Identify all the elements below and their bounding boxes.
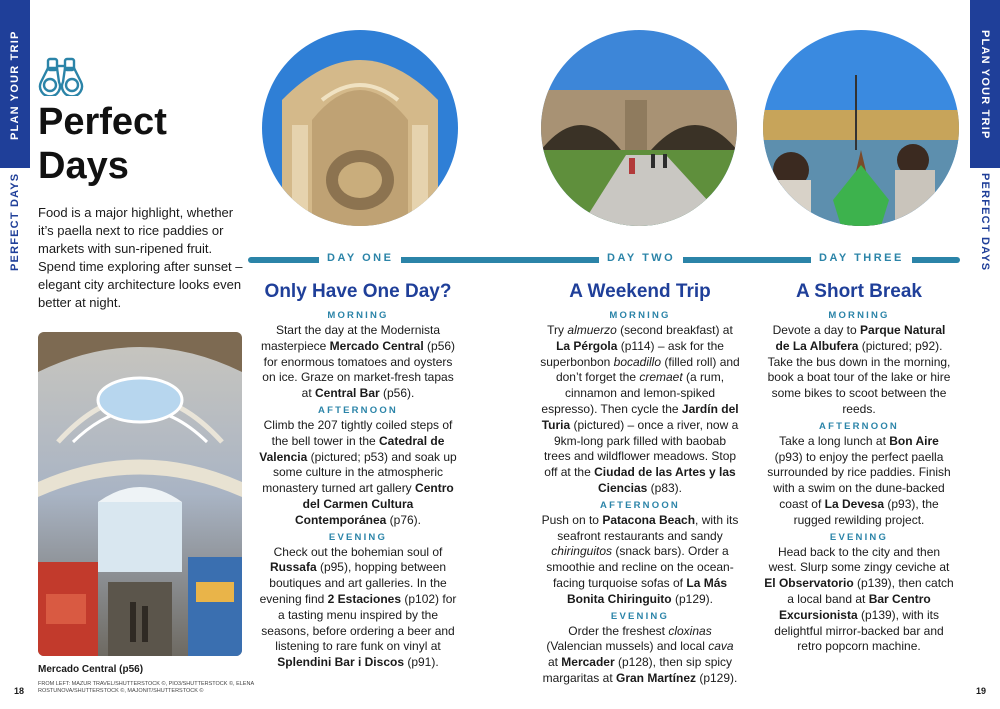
binoculars-icon [38, 56, 84, 96]
day-two-morning-label: MORNING [609, 310, 671, 321]
intro-text: Food is a major highlight, whether it’s paella next to rice paddies or markets with sun-ripened fruit. Spend time exploring after sunset – elegant city architecture looks even better at night. [38, 205, 243, 310]
day-three-evening-text: Head back to the city and then west. Slurp some zingy ceviche at El Observatorio (p139), then catch a local band at Bar Centro Excursionista (p139), with its delightful mirror-backed bar and retro popcorn machine. [764, 544, 954, 654]
day-one-afternoon-label: AFTERNOON [318, 404, 398, 416]
day-two-afternoon-label: AFTERNOON [600, 499, 680, 511]
side-tab-left-section: PLAN YOUR TRIP [9, 30, 21, 140]
side-tab-right-subsection: PERFECT DAYS [979, 172, 991, 272]
day-two-column [540, 282, 740, 687]
day-two-evening-label: EVENING [610, 610, 670, 622]
day-one-label: DAY ONE [319, 252, 401, 264]
day-two-heading: A Weekend Trip [569, 281, 711, 302]
day-two-evening-text: Order the freshest cloxinas (Valencian mussels) and local cava at Mercader (p128), then sip spicy margaritas at Gran Martínez (p129). [542, 623, 738, 685]
day-two-afternoon-text: Push on to Patacona Beach, with its seafront restaurants and sandy chiringuitos (snack bars). Order a smoothie and recline on the ocean-facing turquoise sofas of La Más Bonita Chiringuito (p129). [541, 512, 739, 606]
side-tab-right-section: PLAN YOUR TRIP [979, 30, 991, 140]
side-tab-left [0, 0, 30, 709]
photo-caption: Mercado Central (p56) [38, 664, 144, 675]
side-tab-right [970, 0, 1000, 709]
mercado-central-photo [38, 332, 242, 656]
page-number-left: 18 [14, 686, 25, 696]
day-two-morning-text: Try almuerzo (second breakfast) at La Pérgola (p114) – ask for the superbonbon bocadillo (filled roll) and don’t forget the cremaet (a rum, cinnamon and lemon-spiked espresso). Then cycle the Jardín del Turia (pictured) – once a river, now a 9km-long park filled with baobab trees and wildflower meadows. Stop off at the Ciudad de las Artes y las Ciencias (p83). [540, 323, 740, 495]
day-three-morning-label: MORNING [828, 310, 890, 321]
day-one-morning-text: Start the day at the Modernista masterpiece Mercado Central (p56) for enormous tomatoes and oysters on ice. Graze on market-fresh tapas at Central Bar (p56). [260, 323, 456, 401]
day-three-evening-label: EVENING [829, 531, 889, 543]
day-one-column [256, 282, 460, 671]
day-one-evening-text: Check out the bohemian soul of Russafa (p95), hopping between boutiques and art galleries. In the evening find 2 Estaciones (p102) for a tasting menu inspired by the seasons, before ordering a beer and listening to rare funk on vinyl at Splendini Bar i Discos (p91). [259, 544, 457, 670]
day-three-afternoon-text: Take a long lunch at Bon Aire (p93) to enjoy the perfect paella surrounded by rice paddies. Finish with a swim on the dune-backed coast of La Devesa (p93), the rugged rewilding project. [767, 433, 951, 527]
day-one-heading: Only Have One Day? [264, 281, 452, 302]
page-number-right: 19 [975, 686, 986, 696]
day-three-heading: A Short Break [796, 281, 922, 302]
day-one-morning-label: MORNING [327, 310, 389, 321]
albufera-boat-photo [763, 30, 959, 226]
turia-bridge-photo [541, 30, 737, 226]
day-three-label: DAY THREE [811, 252, 912, 264]
day-two-label: DAY TWO [599, 252, 683, 264]
page-title-line-2: Days [38, 145, 129, 187]
day-three-afternoon-label: AFTERNOON [819, 420, 899, 432]
day-one-evening-label: EVENING [328, 531, 388, 543]
day-three-morning-text: Devote a day to Parque Natural de La Albufera (pictured; p92). Take the bus down in the morning, book a boat tour of the lake or hire some bikes to scoot between the reeds. [767, 323, 951, 416]
cathedral-photo [262, 30, 458, 226]
day-one-afternoon-text: Climb the 207 tightly coiled steps of the bell tower in the Catedral de Valencia (pictured; p53) and soak up some culture in the atmospheric monastery turned art gallery Centro del Carmen Cultura Contemporánea (p76). [259, 417, 457, 527]
side-tab-left-subsection: PERFECT DAYS [9, 172, 21, 272]
page-title-line-1: Perfect [38, 101, 167, 143]
photo-credits: FROM LEFT: MAZUR TRAVEL/SHUTTERSTOCK ©, PIO3/SHUTTERSTOCK ©, ELENA ROSTUNOVA/SHUTTERSTOCK ©, MAJONIT/SHUTTERSTOCK © [38, 681, 254, 694]
day-three-column [764, 282, 954, 655]
page-title [38, 100, 167, 188]
